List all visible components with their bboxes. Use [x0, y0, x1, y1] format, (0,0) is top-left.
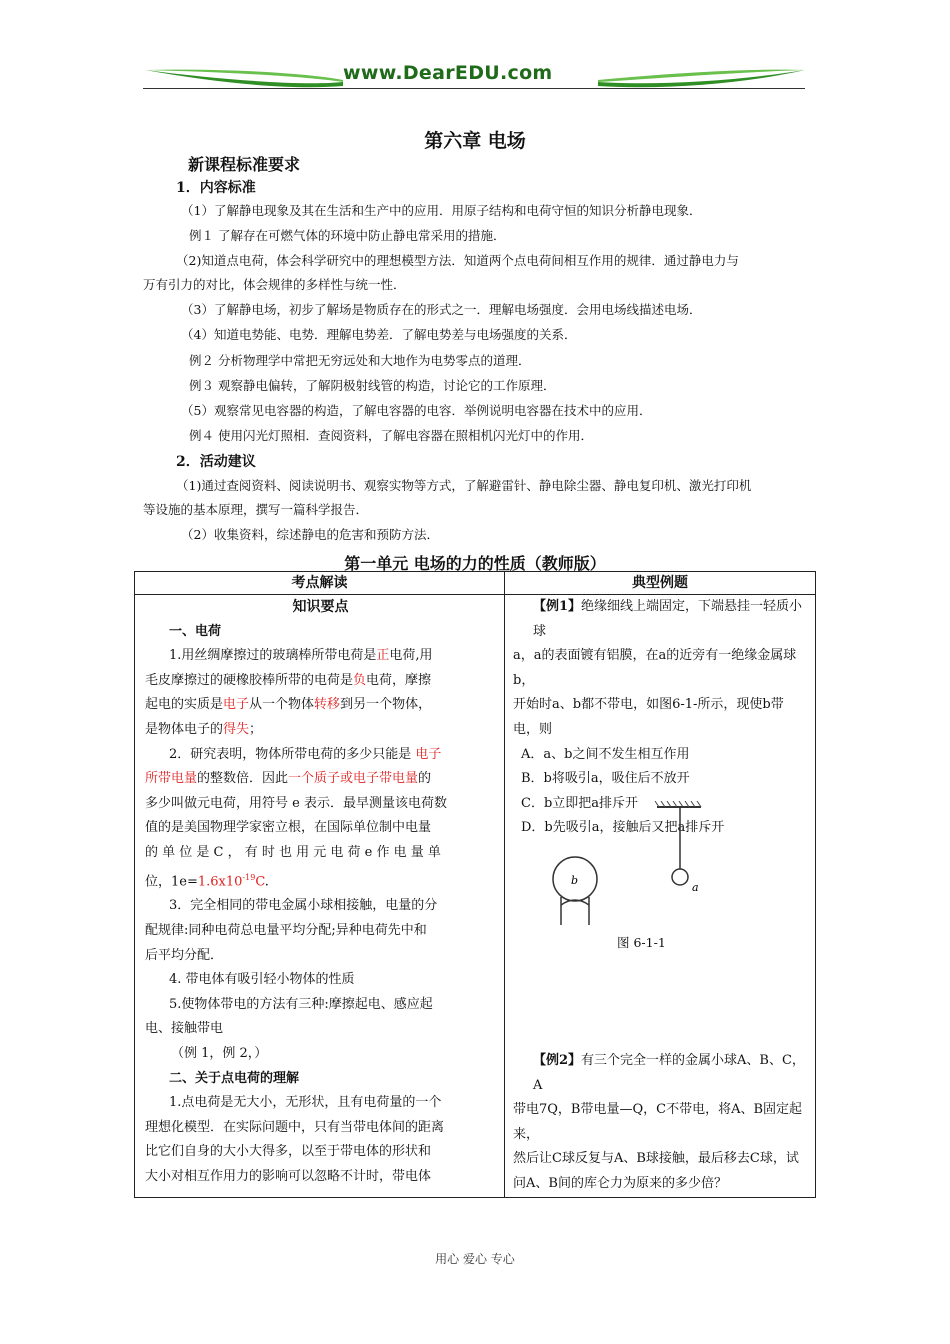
activity-line-1b: 等设施的基本原理，撰写一篇科学报告．: [143, 502, 369, 517]
para2-line3: 多少叫做元电荷，用符号 e 表示．最早测量该电荷数: [145, 795, 447, 811]
para1-line1: 1.用丝绸摩擦过的玻璃棒所带电荷是正电荷,用: [169, 648, 433, 664]
para2-line6: 位，$1e=1.6x10^{-19}C$.: [145, 872, 269, 889]
section-charge: 一、电荷: [169, 623, 222, 639]
figure-6-1-1: [525, 801, 735, 931]
para1-line3: 起电的实质是电子从一个物体转移到另一个物体，: [145, 697, 432, 713]
header-rule: [143, 88, 805, 89]
example-2: [513, 1049, 809, 1197]
chapter-title: 第六章 电场: [424, 130, 526, 152]
para3-line3: 后平均分配．: [145, 947, 224, 963]
q1-line1: 1.点电荷是无大小，无形状，且有电荷量的一个: [169, 1095, 442, 1111]
std-line-4: （4）知道电势能、电势．理解电势差．了解电势差与电场强度的关系．: [181, 327, 577, 342]
page-footer: 用心 爱心 专心: [435, 1252, 515, 1266]
col-header-right: 典型例题: [505, 572, 816, 595]
std-example-3: 例３ 观察静电偏转，了解阴极射线管的构造，讨论它的工作原理．: [189, 378, 556, 393]
activity-line-2: （2）收集资料，综述静电的危害和预防方法．: [181, 527, 439, 542]
label-a: a: [692, 881, 699, 894]
right-cell: [505, 595, 816, 1198]
para5-line1: 5.使物体带电的方法有三种:摩擦起电、感应起: [169, 996, 433, 1012]
q1-line2: 理想化模型．在实际问题中，只有当带电体间的距离: [145, 1119, 445, 1135]
ex1-option-a: A．a、b之间不发生相互作用: [521, 746, 690, 762]
site-logo: www.DearEDU.com: [343, 62, 553, 84]
std-line-2: （2)知道点电荷，体会科学研究中的理想模型方法．知道两个点电荷间相互作用的规律．通过静电力与: [176, 253, 739, 268]
col-header-left: 考点解读: [135, 572, 505, 595]
knowledge-heading: 知识要点: [292, 599, 349, 615]
activity-heading: 2．活动建议: [176, 454, 256, 470]
para2-line5: 的 单 位 是 C ， 有 时 也 用 元 电 荷 e 作 电 量 单: [145, 844, 441, 860]
ex1-option-c: C．b立即把a排斥开: [521, 795, 639, 811]
para3-line1: 3．完全相同的带电金属小球相接触，电量的分: [169, 898, 438, 914]
para1-line4: 是物体电子的得失；: [145, 721, 263, 737]
left-cell: [135, 595, 505, 1198]
para1-line2: 毛皮摩擦过的硬橡胶棒所带的电荷是负电荷，摩擦: [145, 672, 432, 688]
para3-line2: 配规律:同种电荷总电量平均分配;异种电荷先中和: [145, 923, 427, 939]
unit-title: 第一单元 电场的力的性质（教师版）: [344, 554, 606, 573]
ex1-line2: a，a的表面镀有铝膜，在a的近旁有一绝缘金属球b，: [513, 648, 797, 688]
std-line-2b: 万有引力的对比，体会规律的多样性与统一性．: [143, 277, 406, 292]
ex1-line3: 开始时a、b都不带电，如图6-1-所示，现使b带电，则: [513, 697, 784, 737]
example-ref: （例 1，例 2，）: [171, 1046, 268, 1062]
q1-line3: 比它们自身的大小大得多，以至于带电体的形状和: [145, 1144, 432, 1160]
label-b: b: [571, 874, 579, 887]
para2-line2: 所带电量的整数倍．因此一个质子或电子带电量的: [145, 771, 432, 787]
ex2-line3: 然后让C球反复与A、B球接触，最后移去C球，试: [513, 1151, 799, 1167]
std-line-3: （3）了解静电场，初步了解场是物质存在的形式之一．理解电场强度．会用电场线描述电场．: [181, 302, 702, 317]
para2-line1: 2．研究表明，物体所带电荷的多少只能是 电子: [169, 746, 442, 762]
ex2-line4: 问A、B间的库仑力为原来的多少倍？: [513, 1175, 727, 1191]
q1-line4: 大小对相互作用力的影响可以忽略不计时，带电体: [145, 1168, 432, 1184]
std-example-2: 例２ 分析物理学中常把无穷远处和大地作为电势零点的道理．: [189, 353, 531, 368]
para4: 4. 带电体有吸引轻小物体的性质: [169, 972, 355, 988]
ex2-line2: 带电7Q，B带电量—Q，C不带电，将A、B固定起来，: [513, 1102, 803, 1142]
section-heading: 新课程标准要求: [188, 155, 301, 174]
ex1-option-d: D．b先吸引a，接触后又把a排斥开: [521, 820, 725, 836]
para2-line4: 值的是美国物理学家密立根，在国际单位制中电量: [145, 820, 432, 836]
std-example-4: 例４ 使用闪光灯照相．查阅资料，了解电容器在照相机闪光灯中的作用．: [189, 428, 593, 443]
figure-caption: 图 6-1-1: [617, 935, 666, 950]
content-standard-heading: 1．内容标准: [176, 180, 256, 196]
std-line-1: （1）了解静电现象及其在生活和生产中的应用．用原子结构和电荷守恒的知识分析静电现象．: [181, 203, 702, 218]
ex2-line1: 【例2】有三个完全一样的金属小球A、B、C，A: [533, 1053, 805, 1093]
std-line-5: （5）观察常见电容器的构造，了解电容器的电容．举例说明电容器在技术中的应用．: [181, 403, 652, 418]
std-example-1: 例１ 了解存在可燃气体的环境中防止静电常采用的措施．: [189, 228, 506, 243]
para5-line2: 电、接触带电: [145, 1021, 224, 1037]
section-point-charge: 二、关于点电荷的理解: [169, 1070, 300, 1086]
content-table: [134, 571, 816, 1198]
ex1-option-b: B．b将吸引a，吸住后不放开: [521, 771, 690, 787]
activity-line-1: （1)通过查阅资料、阅读说明书、观察实物等方式，了解避雷针、静电除尘器、静电复印机、激光打印机: [176, 478, 752, 493]
ex1-line1: 【例1】绝缘细线上端固定，下端悬挂一轻质小球: [533, 599, 803, 639]
